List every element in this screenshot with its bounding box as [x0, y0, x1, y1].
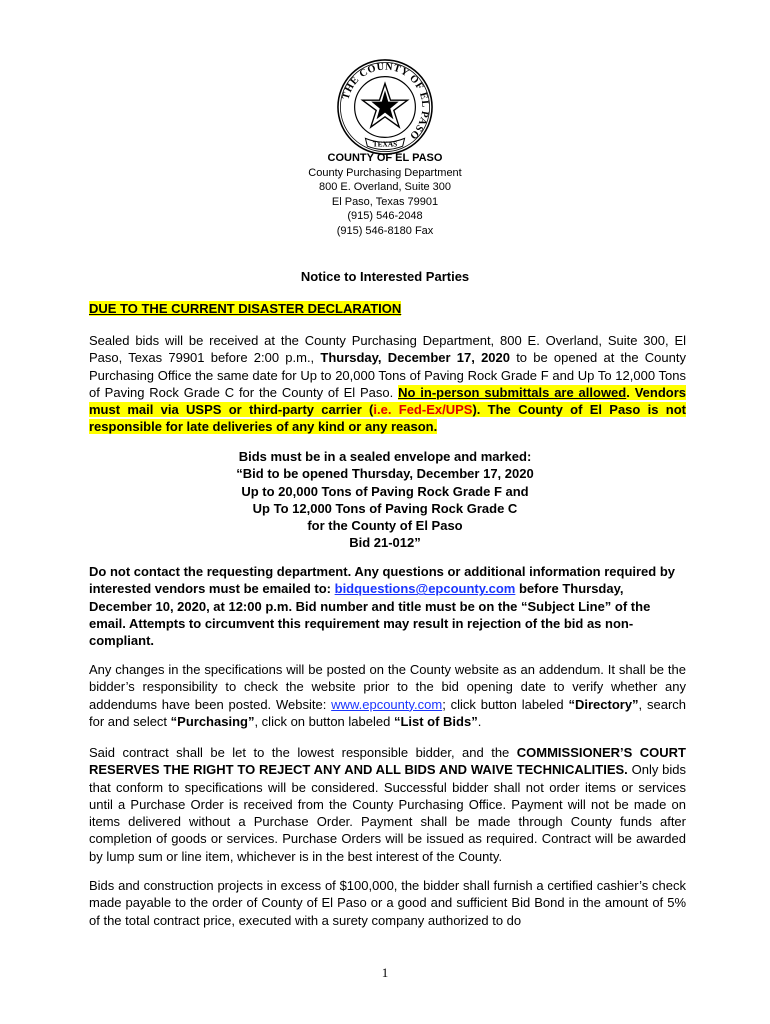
county-name: COUNTY OF EL PASO: [327, 152, 443, 164]
disaster-heading: [89, 300, 686, 317]
marking-line-4: Up To 12,000 Tons of Paving Rock Grade C: [252, 500, 518, 516]
marking-line-2: “Bid to be opened Thursday, December 17, 2020: [236, 466, 534, 482]
p3-text-e: .: [477, 713, 482, 729]
county-seal-logo: [336, 58, 434, 156]
p3-text-b: ; click button labeled: [442, 696, 569, 712]
addendum-paragraph: [89, 661, 686, 730]
disaster-heading-text: DUE TO THE CURRENT DISASTER DECLARATION: [89, 301, 402, 316]
svg-text:TEXAS: TEXAS: [372, 139, 398, 149]
carrier-examples: i.e. Fed-Ex/UPS: [373, 402, 473, 418]
p3-text-d: , click on button labeled: [254, 713, 394, 729]
directory-label: “Directory”: [568, 696, 639, 712]
p2-text-b: before Thursday, December 10, 2020, at 12:00 p.m. Bid number and title must be on the “Subject Line” of the email. Attempts to circumvent this requirement may result in rejection of the bid as non-compliant.: [89, 581, 651, 649]
address-line-1: 800 E. Overland, Suite 300: [318, 181, 452, 193]
contact-instructions-paragraph: [89, 563, 686, 649]
marking-line-1: Bids must be in a sealed envelope and marked:: [238, 449, 532, 464]
marking-line-6: Bid 21-012”: [349, 535, 421, 551]
envelope-marking-block: [0, 448, 770, 552]
bid-questions-email-link[interactable]: bidquestions@epcounty.com: [334, 581, 516, 597]
p3-text-a: Any changes in the specifications will be posted on the County website as an addendum. It shall be the bidder’s responsibility to check the website prior to the bid opening date to verify whether any addendums have been posted. Website:: [89, 662, 686, 712]
p1-text-e: . Vendors must mail via USPS or third-party carrier (: [89, 384, 686, 418]
marking-line-5: for the County of El Paso: [307, 518, 463, 534]
p3-text-c: , search for and select: [89, 696, 687, 729]
list-of-bids-label: “List of Bids”: [393, 713, 478, 729]
no-in-person-notice: No in-person submittals are allowed: [398, 384, 627, 400]
marking-line-3: Up to 20,000 Tons of Paving Rock Grade F and: [241, 483, 529, 499]
contract-award-paragraph: [89, 744, 686, 865]
p4-text-b: Only bids that conform to specifications will be considered. Successful bidder shall not order items or services until a Purchase Order is received from the County Purchasing Office. Payment will not be made on items delivered without a Purchase Order. Payment shall be made through County funds after completion of goods or services. Purchase Orders will be issued as required. Contract will be awarded by lump sum or line item, whichever is in the best interest of the County.: [89, 762, 687, 864]
p1-text-g: ). The County of El Paso is not responsible for late deliveries of any kind or any reason.: [89, 402, 686, 435]
phone-number: (915) 546-2048: [347, 210, 423, 222]
page-number: 1: [381, 965, 389, 980]
p1-text-c: to be opened at the County Purchasing Office the same date for Up to 20,000 Tons of Paving Rock Grade F and Up To 12,000 Tons of Paving Rock Grade C for the County of El Paso.: [89, 350, 686, 400]
fax-number: (915) 546-8180 Fax: [336, 224, 434, 237]
rights-reserved-statement: COMMISSIONER’S COURT RESERVES THE RIGHT TO REJECT ANY AND ALL BIDS AND WAIVE TECHNICALITIES.: [89, 745, 686, 778]
letterhead: [0, 151, 770, 238]
county-website-link[interactable]: www.epcounty.com: [331, 696, 443, 712]
p2-text-a: Do not contact the requesting department. Any questions or additional information required by interested vendors must be emailed to:: [89, 564, 676, 597]
address-line-2: El Paso, Texas 79901: [331, 195, 439, 208]
bid-bond-paragraph: Bids and construction projects in excess of $100,000, the bidder shall furnish a certified cashier’s check made payable to the order of County of El Paso or a good and sufficient Bid Bond in the amount of 5% of the total contract price, executed with a surety company authorized to do: [89, 878, 686, 928]
svg-text:THE COUNTY OF EL PASO: THE COUNTY OF EL PASO: [340, 61, 431, 142]
sealed-bids-paragraph: [89, 332, 686, 436]
bid-open-date: Thursday, December 17, 2020: [320, 350, 510, 366]
p1-text-a: Sealed bids will be received at the County Purchasing Department, 800 E. Overland, Suite 300, El Paso, Texas 79901 before 2:00 p.m.,: [89, 333, 686, 366]
department-name: County Purchasing Department: [308, 166, 462, 179]
p4-text-a: Said contract shall be let to the lowest responsible bidder, and the: [89, 745, 517, 760]
purchasing-label: “Purchasing”: [170, 713, 255, 729]
notice-title: Notice to Interested Parties: [300, 269, 470, 284]
